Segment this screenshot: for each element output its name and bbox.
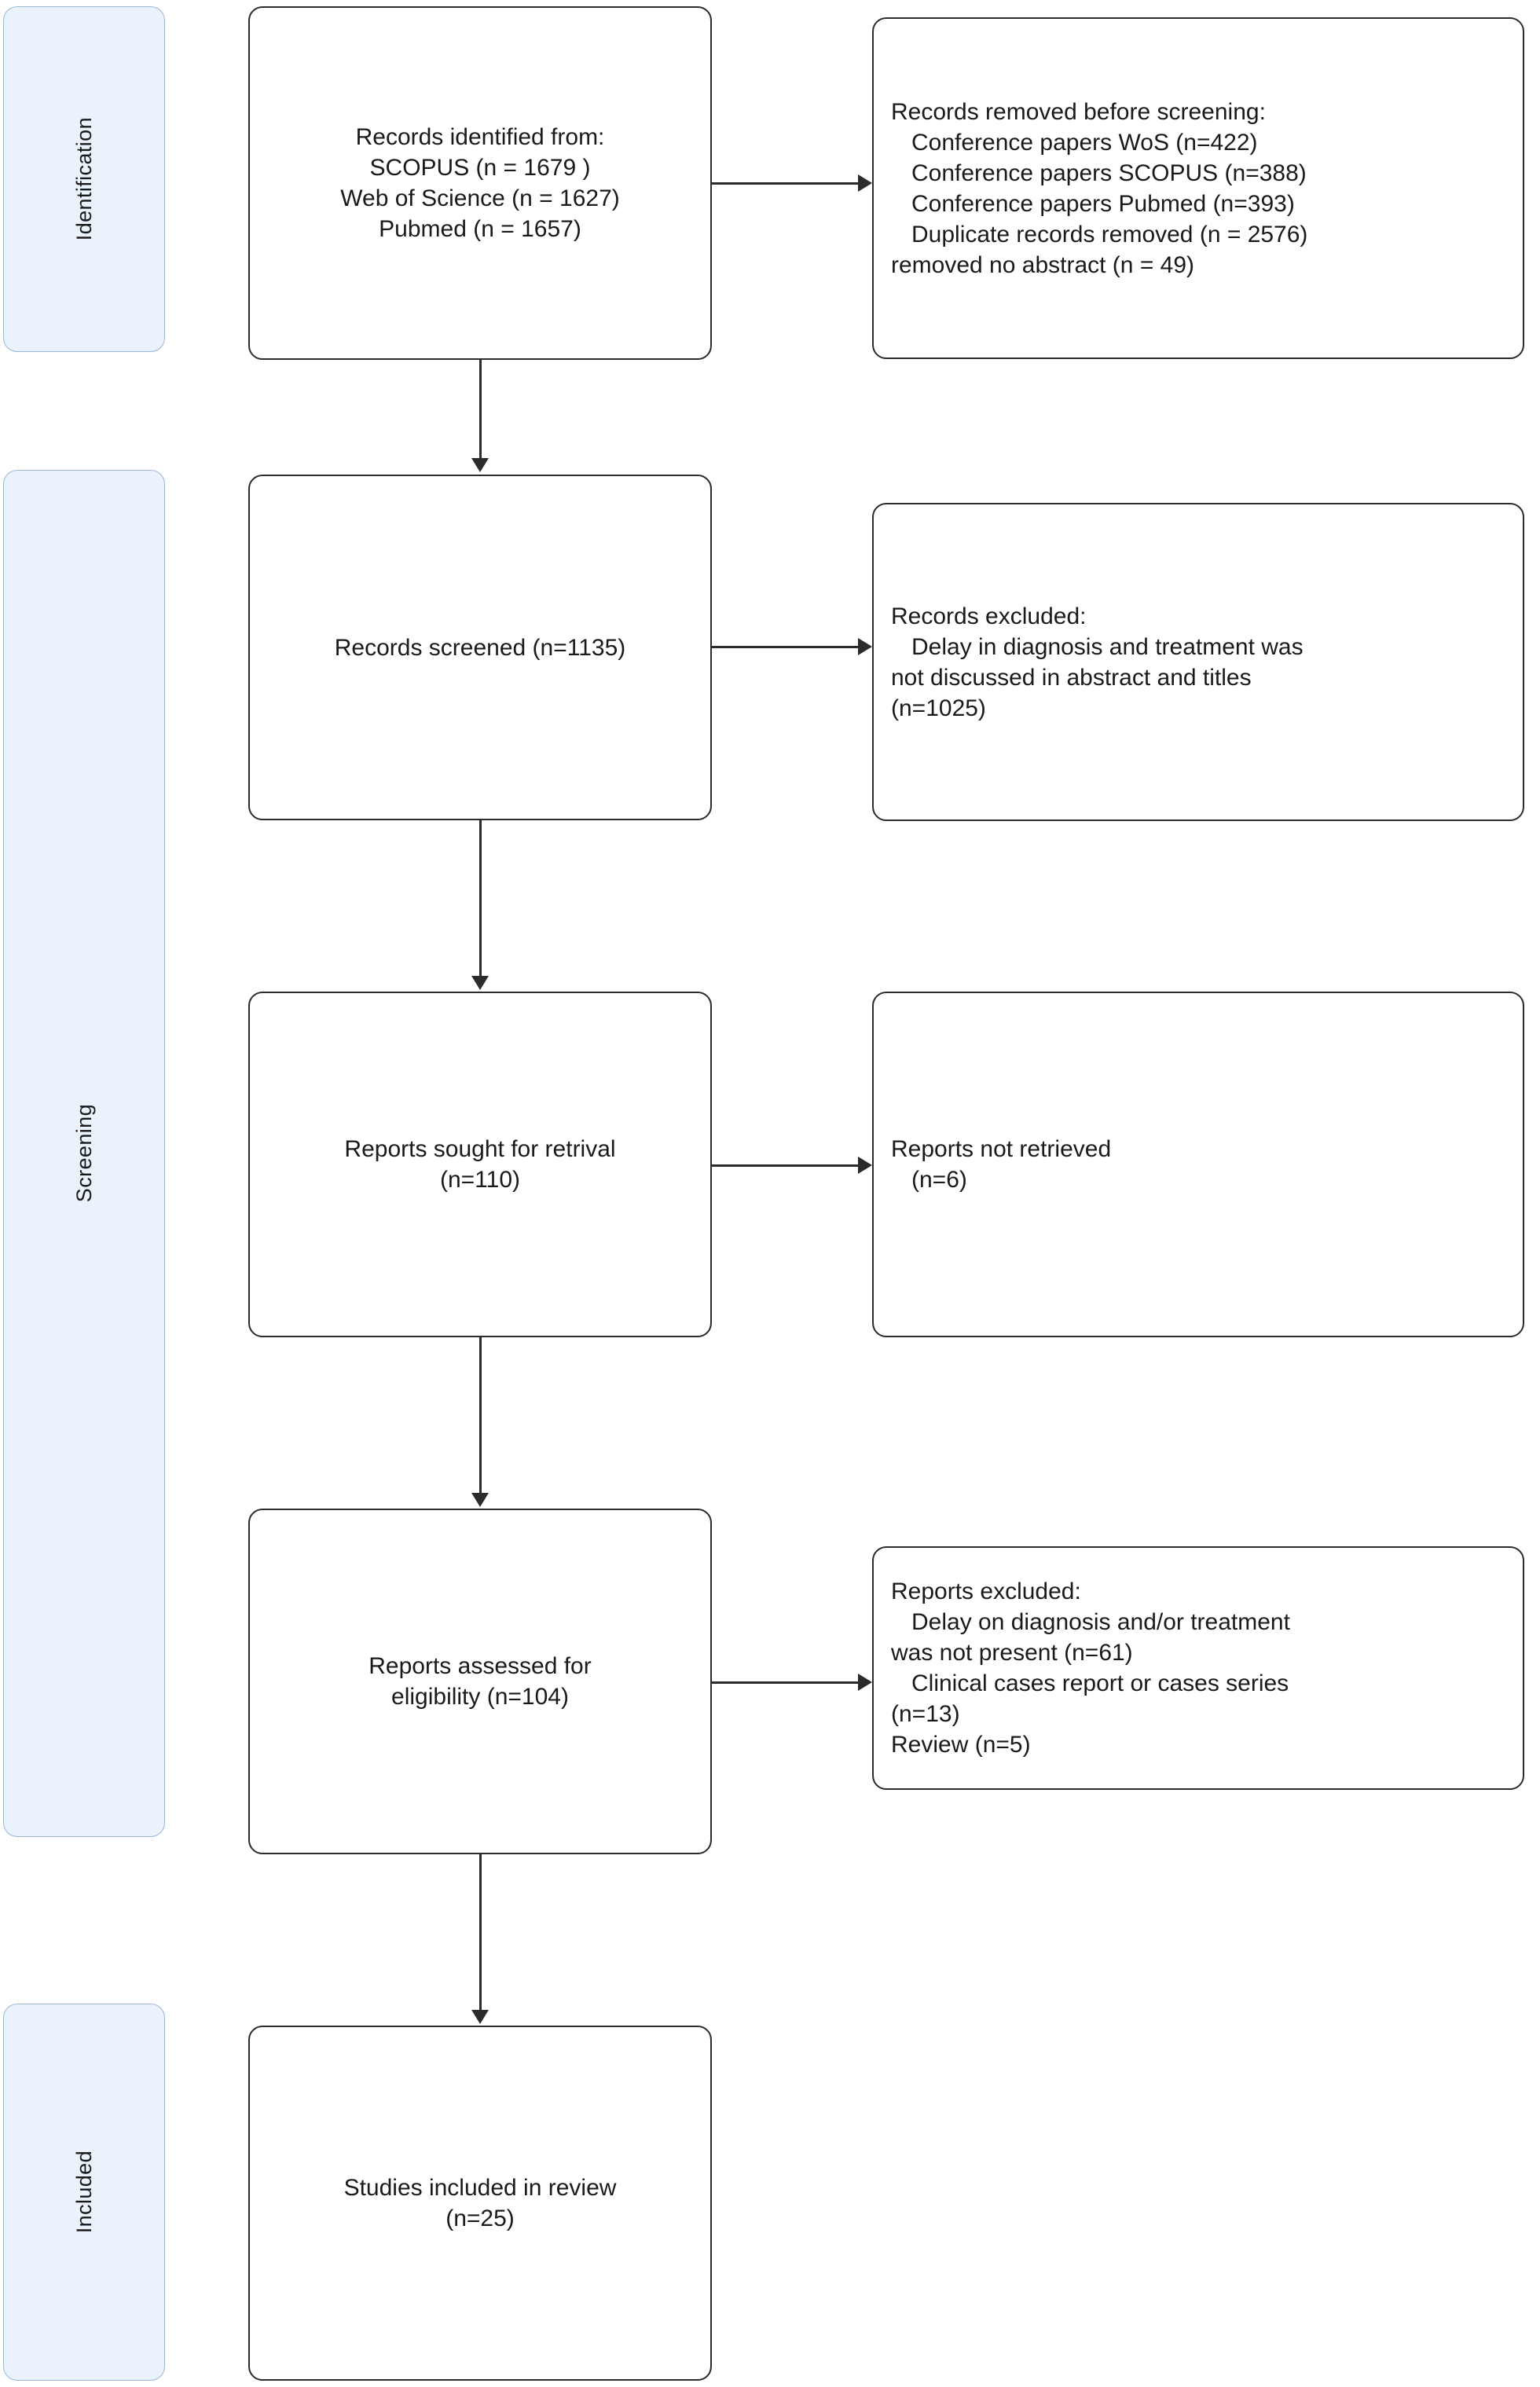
records-identified-line-2: Web of Science (n = 1627)	[340, 185, 620, 211]
records-removed-title: Records removed before screening:	[891, 98, 1266, 125]
records-screened-line-0: Records screened (n=1135)	[334, 634, 626, 661]
reports-not-retrieved-item-0: (n=6)	[911, 1167, 967, 1193]
box-reports-assessed	[248, 1509, 712, 1854]
records-excluded-title: Records excluded:	[891, 603, 1087, 629]
connector-sought-to-not-retrieved	[712, 1164, 858, 1167]
connector-identified-to-removed	[712, 182, 858, 185]
stage-label-screening	[3, 470, 165, 1837]
box-records-removed-content	[874, 97, 1523, 280]
records-removed-item-2: Conference papers Pubmed (n=393)	[911, 190, 1295, 217]
records-identified-line-3: Pubmed (n = 1657)	[379, 216, 581, 242]
box-records-identified	[248, 6, 712, 360]
stage-label-screening-text: Screening	[72, 1104, 96, 1203]
box-studies-included	[248, 2026, 712, 2381]
reports-excluded-title: Reports excluded:	[891, 1578, 1081, 1604]
records-removed-item-0: Conference papers WoS (n=422)	[911, 129, 1258, 156]
records-removed-item-1: Conference papers SCOPUS (n=388)	[911, 160, 1307, 186]
arrowhead-screened-to-excluded	[858, 638, 872, 655]
box-records-removed-before-screening	[872, 17, 1524, 359]
stage-label-included-text: Included	[72, 2150, 96, 2234]
records-excluded-item-2: (n=1025)	[891, 695, 986, 721]
connector-screened-to-excluded	[712, 646, 858, 648]
studies-included-line-0: Studies included in review	[343, 2175, 617, 2201]
reports-sought-line-1: (n=110)	[439, 1167, 520, 1193]
stage-label-identification-text: Identification	[72, 117, 96, 241]
connector-assessed-to-included	[479, 1854, 482, 2010]
box-reports-excluded	[872, 1546, 1524, 1790]
box-reports-excluded-content	[874, 1576, 1523, 1760]
box-reports-not-retrieved-content	[874, 1134, 1523, 1195]
arrowhead-screened-to-sought	[471, 976, 489, 990]
box-records-excluded	[872, 503, 1524, 821]
reports-not-retrieved-title: Reports not retrieved	[891, 1136, 1112, 1162]
records-excluded-item-1: not discussed in abstract and titles	[891, 664, 1252, 691]
reports-excluded-item-0: Delay on diagnosis and/or treatment	[911, 1609, 1290, 1635]
studies-included-line-1: (n=25)	[446, 2206, 515, 2231]
reports-excluded-item-4: Review (n=5)	[891, 1732, 1031, 1758]
arrowhead-identified-to-screened	[471, 458, 489, 472]
box-reports-sought-content	[250, 1134, 710, 1195]
reports-assessed-line-1: eligibility (n=104)	[391, 1684, 569, 1710]
records-removed-trailing: removed no abstract (n = 49)	[891, 251, 1195, 278]
box-records-screened-content	[250, 632, 710, 663]
records-identified-line-1: SCOPUS (n = 1679 )	[369, 155, 591, 181]
box-reports-sought	[248, 992, 712, 1337]
records-identified-line-0: Records identified from:	[355, 124, 605, 150]
arrowhead-assessed-to-excluded	[858, 1674, 872, 1691]
box-reports-not-retrieved	[872, 992, 1524, 1337]
box-reports-assessed-content	[250, 1651, 710, 1712]
connector-assessed-to-excluded	[712, 1681, 858, 1684]
reports-excluded-item-3: (n=13)	[891, 1701, 960, 1727]
arrowhead-sought-to-not-retrieved	[858, 1157, 872, 1174]
arrowhead-identified-to-removed	[858, 174, 872, 192]
box-records-excluded-content	[874, 601, 1523, 724]
reports-sought-line-0: Reports sought for retrival	[344, 1136, 616, 1162]
connector-identified-to-screened	[479, 360, 482, 458]
connector-screened-to-sought	[479, 820, 482, 976]
stage-label-included	[3, 2004, 165, 2381]
box-records-identified-content	[250, 122, 710, 244]
records-excluded-item-0: Delay in diagnosis and treatment was	[911, 633, 1304, 660]
records-removed-item-3: Duplicate records removed (n = 2576)	[911, 221, 1308, 248]
reports-excluded-item-1: was not present (n=61)	[891, 1640, 1133, 1666]
arrowhead-assessed-to-included	[471, 2010, 489, 2024]
box-records-screened	[248, 475, 712, 820]
connector-sought-to-assessed	[479, 1337, 482, 1493]
stage-label-identification	[3, 6, 165, 352]
box-studies-included-content	[250, 2172, 710, 2234]
reports-assessed-line-0: Reports assessed for	[368, 1653, 592, 1679]
reports-excluded-item-2: Clinical cases report or cases series	[911, 1670, 1289, 1696]
arrowhead-sought-to-assessed	[471, 1493, 489, 1507]
